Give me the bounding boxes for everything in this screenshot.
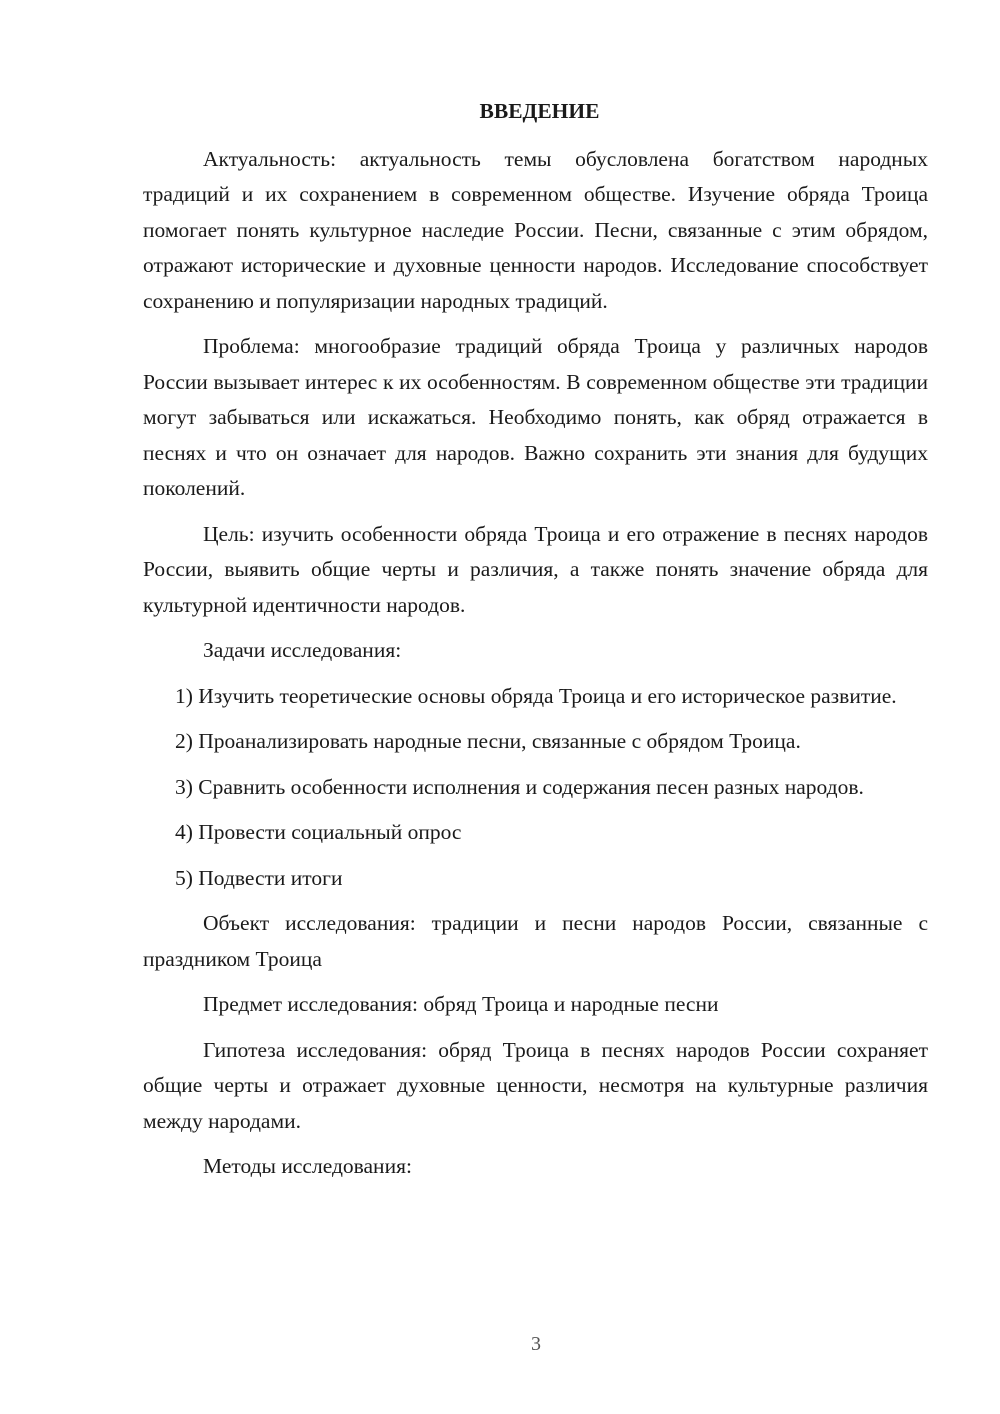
page-number: 3 <box>531 1333 541 1355</box>
subject-paragraph: Предмет исследования: обряд Троица и народные песни <box>203 992 719 1016</box>
tasks-title: Задачи исследования: <box>203 638 402 662</box>
section-heading: ВВЕДЕНИЕ <box>479 99 600 123</box>
object-paragraph: Объект исследования: традиции и песни народов России, связанные с праздником Троица <box>143 911 928 971</box>
task-item-5: 5) Подвести итоги <box>175 865 343 890</box>
relevance-paragraph: Актуальность: актуальность темы обусловлена богатством народных традиций и их сохранением в современном обществе. Изучение обряда Троица помогает понять культурное наследие России. Песни, связанные с этим обрядом, отражают исторические и духовные ценности народов. Исследование способствует сохранению и популяризации народных традиций. <box>143 146 928 313</box>
methods-title: Методы исследования: <box>203 1154 412 1178</box>
page-body <box>143 94 928 1195</box>
task-item-1: 1) Изучить теоретические основы обряда Троица и его историческое развитие. <box>175 683 897 708</box>
hypothesis-paragraph: Гипотеза исследования: обряд Троица в песнях народов России сохраняет общие черты и отражает духовные ценности, несмотря на культурные различия между народами. <box>143 1037 928 1133</box>
problem-paragraph: Проблема: многообразие традиций обряда Троица у различных народов России вызывает интерес к их особенностям. В современном обществе эти традиции могут забываться или искажаться. Необходимо понять, как обряд отражается в песнях и что он означает для народов. Важно сохранить эти знания для будущих поколений. <box>143 334 928 500</box>
goal-paragraph: Цель: изучить особенности обряда Троица и его отражение в песнях народов России, выявить общие черты и различия, а также понять значение обряда для культурной идентичности народов. <box>143 521 928 617</box>
task-item-3: 3) Сравнить особенности исполнения и содержания песен разных народов. <box>175 774 864 799</box>
task-item-2: 2) Проанализировать народные песни, связанные с обрядом Троица. <box>175 729 801 753</box>
task-item-4: 4) Провести социальный опрос <box>175 820 462 844</box>
